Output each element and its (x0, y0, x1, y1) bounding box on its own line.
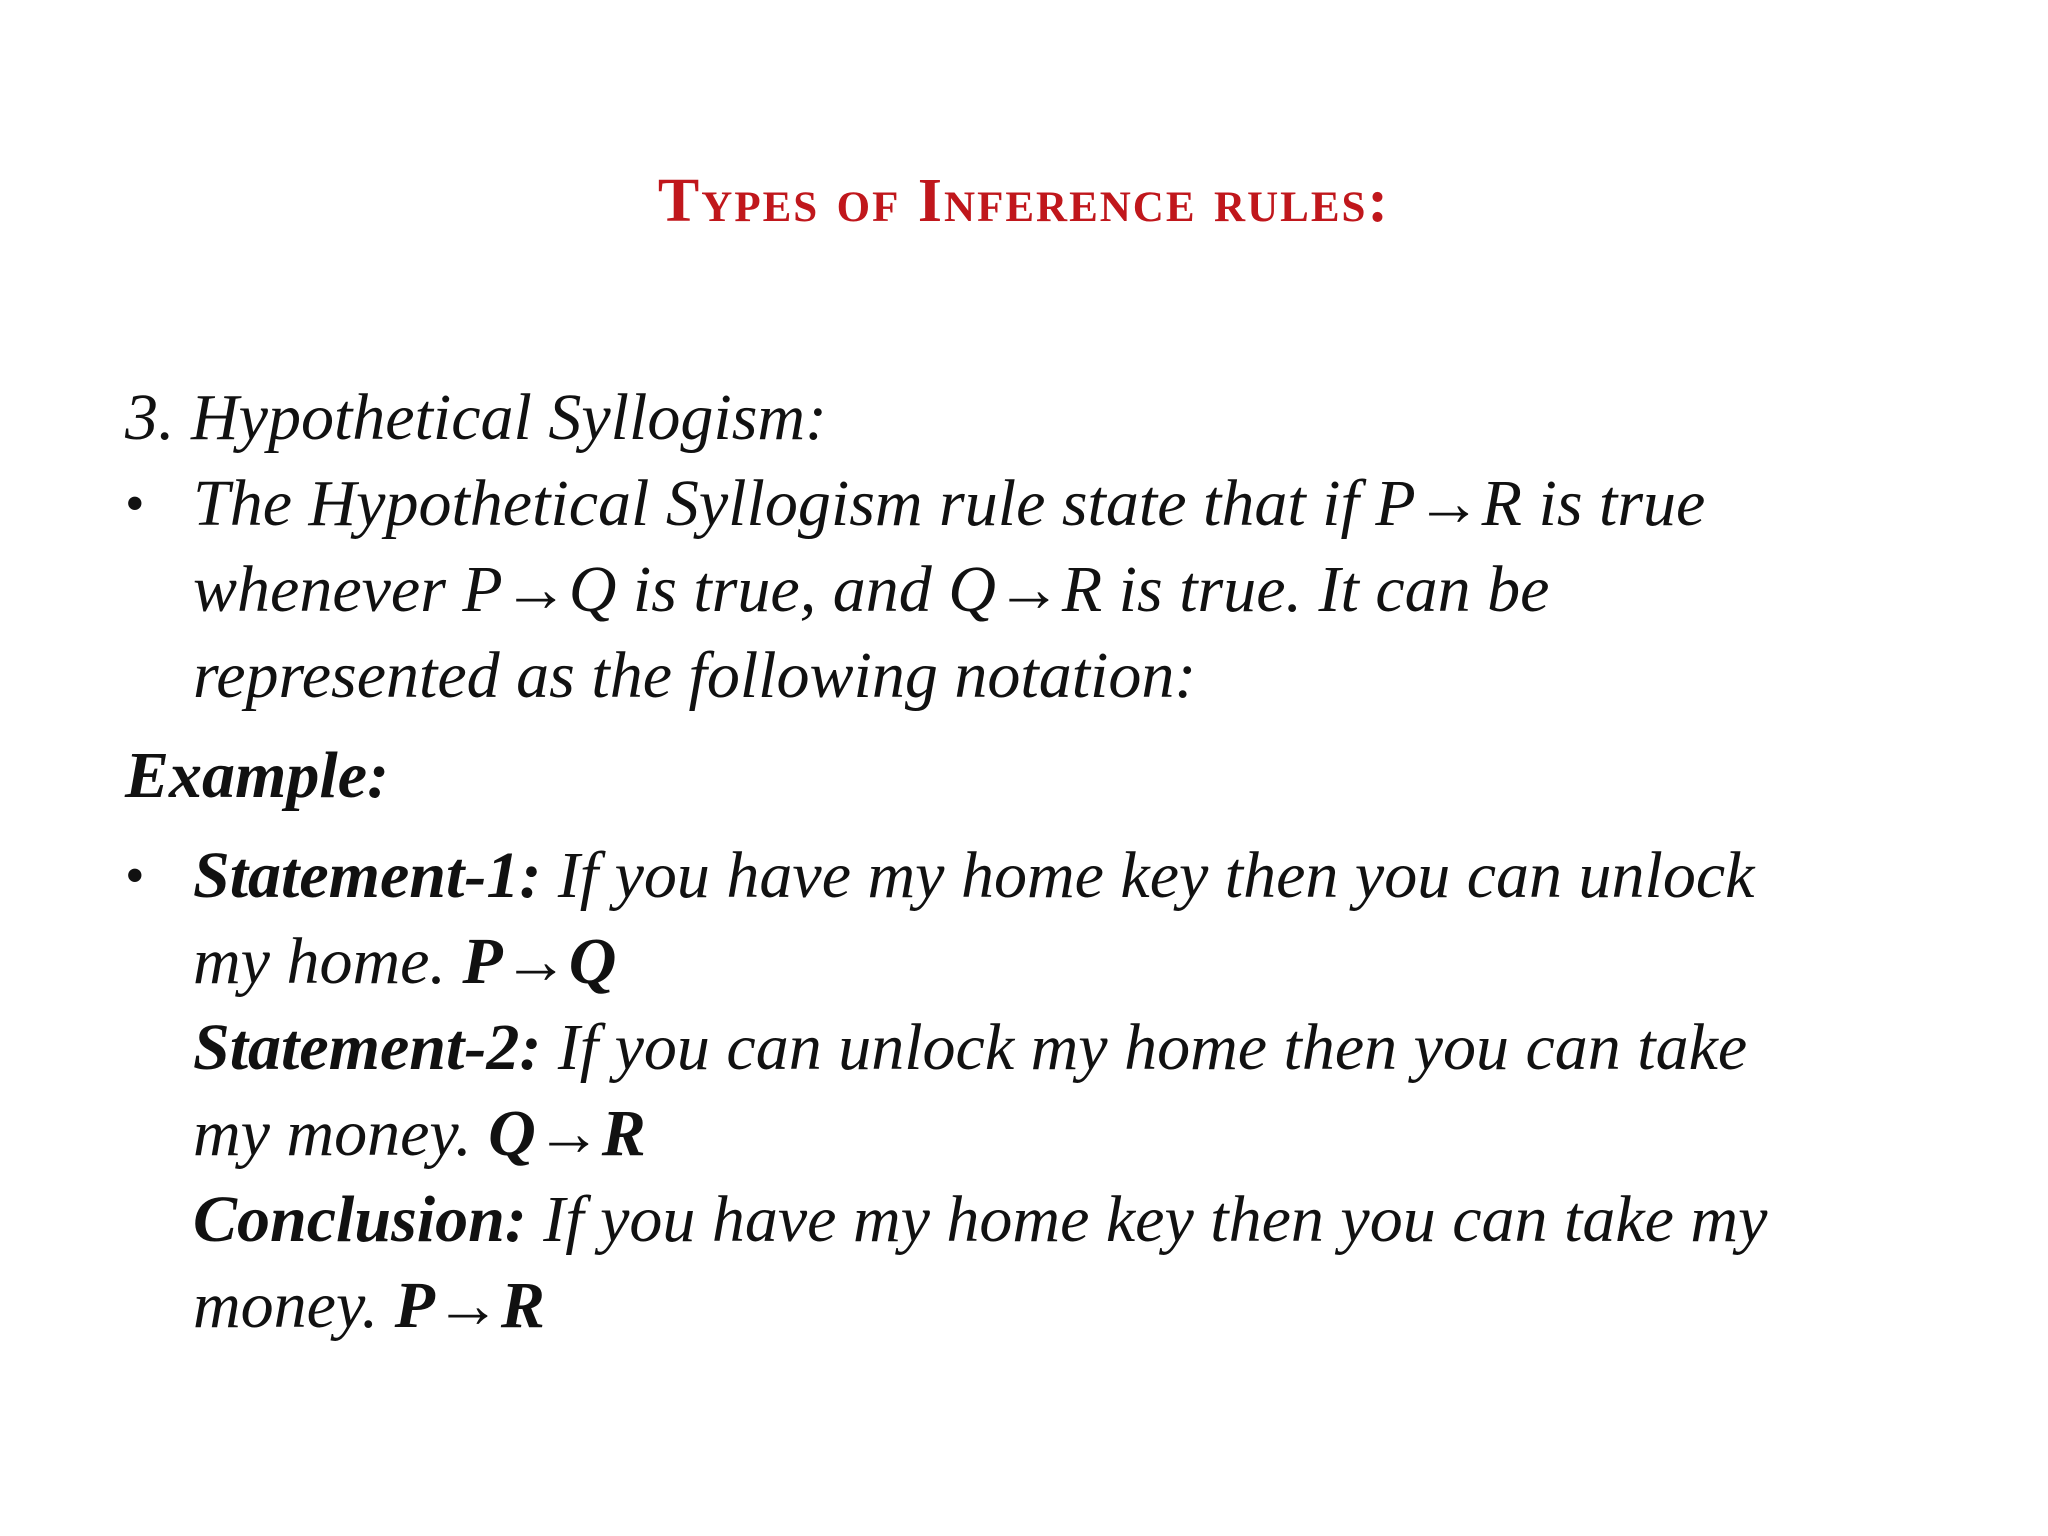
conclusion-text-cont: money. (193, 1269, 395, 1342)
statement-1-line-1 (193, 833, 1965, 919)
example-bullet (125, 833, 1965, 1349)
intro-line-2: whenever P→Q is true, and Q→R is true. It can be (193, 553, 1550, 626)
slide-title: Types of Inference rules: (657, 167, 1391, 235)
statement-2-text: If you can unlock my home then you can take (541, 1011, 1748, 1084)
slide-body (125, 375, 1965, 1349)
intro-line-1: The Hypothetical Syllogism rule state that if P→R is true (193, 467, 1706, 540)
conclusion-formula: P→R (394, 1269, 545, 1342)
intro-bullet (125, 461, 1965, 719)
bullet-icon: • (125, 473, 145, 535)
bullet-icon: • (125, 845, 145, 907)
statement-2-formula: Q→R (488, 1097, 646, 1170)
example-text (193, 833, 1965, 1349)
conclusion-line-2 (193, 1263, 1965, 1349)
conclusion-label: Conclusion: (193, 1183, 527, 1256)
section-heading: 3. Hypothetical Syllogism: (125, 381, 828, 454)
example-heading (125, 733, 1965, 819)
statement-2-text-cont: my money. (193, 1097, 489, 1170)
statement-1-text-cont: my home. (193, 925, 463, 998)
statement-2-line-1 (193, 1005, 1965, 1091)
statement-1-label: Statement-1: (193, 839, 542, 912)
conclusion-line-1 (193, 1177, 1965, 1263)
statement-1-text: If you have my home key then you can unlock (541, 839, 1755, 912)
intro-line-3: represented as the following notation: (193, 639, 1197, 712)
conclusion-text: If you have my home key then you can take my (526, 1183, 1768, 1256)
statement-1-line-2 (193, 919, 1965, 1005)
statement-2-line-2 (193, 1091, 1965, 1177)
statement-2-label: Statement-2: (193, 1011, 542, 1084)
statement-1-formula: P→Q (462, 925, 617, 998)
intro-text (193, 461, 1965, 719)
example-heading-text: Example: (125, 739, 389, 812)
